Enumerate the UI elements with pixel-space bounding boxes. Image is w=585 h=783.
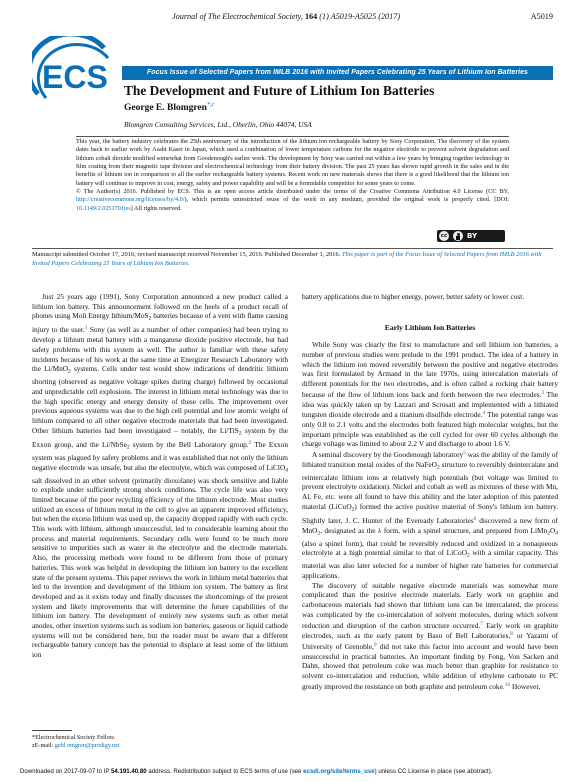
ip-address: 54.191.40.80 — [111, 768, 147, 775]
cc-icon: cc — [440, 233, 448, 239]
ecs-logo-text: ECS — [42, 59, 108, 95]
ref-link[interactable]: 10 — [504, 681, 511, 688]
focus-issue-note: This paper is part of the Focus Issue of Selected Papers from IMLB 2016 with Invited Papers Celebrating 25 Years of Lithium Ion Batteries. — [32, 251, 542, 267]
paragraph-continued: battery applications due to higher energy, power, better safety or lower cost. — [302, 292, 525, 301]
email-link[interactable]: gebl omgren@prodigy.net — [54, 742, 120, 749]
footnote-rule — [32, 730, 72, 731]
attribution-icon — [453, 231, 463, 241]
ref-link[interactable]: 8 — [510, 631, 514, 638]
ref-link[interactable]: 3 — [541, 389, 545, 396]
ref-link[interactable]: 1 — [84, 325, 88, 332]
ref-link[interactable]: 2 — [248, 439, 252, 446]
body-column-right — [302, 292, 558, 691]
ecs-logo — [32, 36, 114, 104]
journal-citation: Journal of The Electrochemical Society, 164 (1) A5019-A5025 (2017) — [172, 12, 401, 21]
cc-by-badge[interactable] — [437, 230, 505, 242]
terms-link[interactable]: ecsdl.org/site/terms_use — [303, 768, 375, 775]
article-title: The Development and Future of Lithium Ion Batteries — [124, 83, 435, 98]
author-line — [124, 102, 214, 113]
ref-link[interactable]: 9 — [373, 641, 377, 648]
doi-link[interactable]: 10.1149/2.0251701jes — [76, 204, 131, 212]
ref-link[interactable]: 6 — [473, 515, 477, 522]
affiliation: Blomgren Consulting Services, Ltd., Oberlin, Ohio 44074, USA — [124, 120, 312, 129]
paragraph-early-2: A seminal discovery by the Goodenough laboratory$^5$ was the ability of the family of lithiated transition metal oxides of the NaFeO$_2$ structure to reversibly deintercalate and reintercalate lithium ions at relatively high potentials (but voltage was limited to prevent electrolyte oxidation). Nickel and cobalt as well as mixtures of these with Mn, Al, Fe, etc. were all found to have this ability and the later adoption of this patented material (LiCoO$_2$) formed the active positive material of Sony's lithium ion battery. Slightly later, J. C. Hunter of the Eveready Laboratories$^6$ discovered a new form of MnO$_2$, designated as the λ form, with a spinel structure, and prepared from $LiMn_2O_4$ (also a spinel form), that could be reversibly reduced and oxidized in a nonaqueous electrolyte at a high potential similar to that of LiCoO$_2$ with a similar capacity. This material was also later selected for a number of higher rate batteries for commercial applications. — [302, 449, 559, 581]
footnote-email: zE-mail: gebl omgren@prodigy.net — [32, 742, 120, 749]
ref-link[interactable]: 5 — [463, 449, 466, 456]
author-name: George E. Blomgren — [124, 103, 207, 114]
page-id: A5019 — [530, 12, 553, 21]
footnote-fellow: *Electrochemical Society Fellow. — [32, 734, 116, 741]
paragraph-early-1: While Sony was clearly the first to manufacture and sell lithium ion batteries, a number of previous studies were prelude to the 1991 product. The idea of a battery in which the lithium ion moved reversibly between the positive and negative electrodes was first formulated by Armand in the late 1970s, using intercalation materials of different potentials for the two electrodes, and is often called a rocking chair battery because of the flow of lithium ions back and forth between the two electrodes.$^3$ The idea was quickly taken up by Lazzari and Scrosati and implemented with a lithiated tungsten dioxide electrode and a titanium disulfide electrode.$^4$ The potential range was only 0.8 to 2.1 volts and the electrodes both featured high molecular weights, but the important principle was established as the cell cycled for over 60 cycles although the charge voltage was limited to about 2.2 V and discharge to about 1.6 V. — [302, 340, 558, 449]
submission-info — [32, 251, 553, 268]
footnotes — [32, 734, 120, 750]
cc-by-label: BY — [467, 232, 478, 240]
abstract-body: This year, the battery industry celebrates the 25th anniversary of the introduction of the lithium ion rechargeable battery by Sony Corporation. The discovery of the system dates back to earlier work by Asahi Kasei in Japan, which used a combination of lower temperature carbons for the negative electrode to prevent solvent degradation and lithium cobalt dioxide modified somewhat from Goodenough's earlier work. The development by Sony was carried out within a few years by bringing together technology in film coating from their magnetic tape division and electrochemical technology from their battery division. The past 25 years has shown rapid growth in the sales and in the benefits of lithium ion in comparison to all the earlier rechargeable battery systems. Recent work on new materials shows that there is a good likelihood that the lithium ion battery will continue to improve in cost, energy, safety and power capability and will be a formidable competitor for some years to come. — [76, 138, 509, 187]
paragraph-early-3: The discovery of suitable negative electrode materials was somewhat more complicated than the positive electrode materials. Early work on graphite and carbonaceous materials had shown that lithium ions can be intercalated, the process was complicated by the co-intercalation of solvent molecules, during which solvent reduction and disruption of the carbon structure occurred.$^7$ Early work on graphite electrodes, such as the early patent by Basu of Bell Laboratories,$^8$ or Yazami of University of Grenoble,$^9$ did not take this factor into account and would have been unsuccessful in practical batteries. An important finding by Fong, Von Sacken and Dahn, showed that petroleum coke was much better than graphite for resistance to solvent co-intercalation and reduction, while addition of ethylene carbonate to PC greatly improved the resistance on both graphite and petroleum coke.$^{10}$ However, — [302, 580, 559, 691]
copyright-notice: © The Author(s) 2016. Published by ECS. This is an open access article distributed under the terms of the Creative Commons Attribution 4.0 License (CC BY, http://creativecommons.org/licenses/by/4.0/), which permits unrestricted reuse of the work in any medium, provided the original work is properly cited. [DOI: 10.1149/2.0251701jes] All rights reserved. — [76, 187, 509, 212]
license-link[interactable]: http://creativecommons.org/licenses/by/4.0/ — [76, 196, 185, 204]
ref-link[interactable]: 7 — [480, 620, 483, 627]
abstract-top-rule — [76, 136, 509, 137]
paragraph-intro: Just 25 years ago (1991), Sony Corporation announced a new product called a lithium ion battery. This announcement followed on the heels of a product recall of phones using Moli Energy lithium/MoS$_2$ batteries because of a vent with flame causing injury to the user.$^1$ Sony (as well as a number of other companies) had been trying to develop a lithium metal battery with a manganese dioxide positive electrode, but had safety problems with this system as well. The author is familiar with these safety incidents because of his work at the same time at Energizer Research Laboratory with the Li/MnO$_2$ systems. Cells under test would show indications of dendritic lithium shorting (observed as negative voltage spikes during charge) followed by occasional and unpredictable cell explosions. The interest in lithium metal technology was due to the high specific energy and energy density of these cells. The improvement over previous aqueous systems was due to the high cell potential and low atomic weight of lithium compared to all other negative electrode materials that had been investigated. Other lithium batteries had been investigated – notably, the Li/TiS$_2$ system by the Exxon group, and the Li/NbSe$_2$ system by the Bell Laboratory group.$^2$ The Exxon system was plagued by safety problems and it was established that not only the lithium negative electrode was unsafe, but also the electrolyte, which was composed of LiClO$_4$ salt dissolved in an ether solvent (primarily dioxolane) was shock sensitive and liable to explode under sufficiently strong shock conditions. The cycle life was also very limited because of the poor recycling efficiency of the lithium electrode. Most studies utilized an excess of lithium metal in the cell to give an apparent improved efficiency, but when the excess lithium was used up, the capacity dropped rapidly with each cycle. This work with lithium, although unsuccessful, led to considerable learning about the process and material requirements. Secondary cells were found to be much more sensitive to impurities such as water in the electrolyte and the electrode materials. Also, the processing methods were found to be different from those of primary batteries. This work was helpful in developing the lithium ion battery to the excellent state of the present systems. This paper reviews the work in lithium metal batteries that led to the invention and development of the lithium ion system. The battery as first developed and as it exists today and finally discusses the shortcomings of the present system and likely improvements that will determine the future capabilities of the lithium ion battery. The development of entirely new systems such as other metal anodes, other insertion systems such as sodium ion batteries, gaseous or liquid cathode systems will not be considered here, but the reader must be aware that a different rechargeable battery concept has the potential to displace at least some of the lithium ion — [32, 292, 289, 660]
download-stamp: Downloaded on 2017-09-07 to IP 54.191.40.80 address. Redistribution subject to ECS terms of use (see ecsdl.org/site/terms_use) unless CC License in place (see abstract). — [20, 768, 493, 775]
ref-link[interactable]: 4 — [482, 410, 486, 417]
focus-issue-banner: Focus Issue of Selected Papers from IMLB 2016 with Invited Papers Celebrating 25 Years of Lithium Ion Batteries — [122, 66, 553, 80]
abstract-bottom-rule — [32, 248, 553, 249]
submission-dates: Manuscript submitted October 17, 2016; revised manuscript received November 15, 2016. Published December 1, 2016. — [32, 251, 341, 258]
section-heading: Early Lithium Ion Batteries — [384, 322, 476, 332]
body-column-left — [32, 292, 288, 660]
author-marks: *,z — [206, 102, 214, 108]
